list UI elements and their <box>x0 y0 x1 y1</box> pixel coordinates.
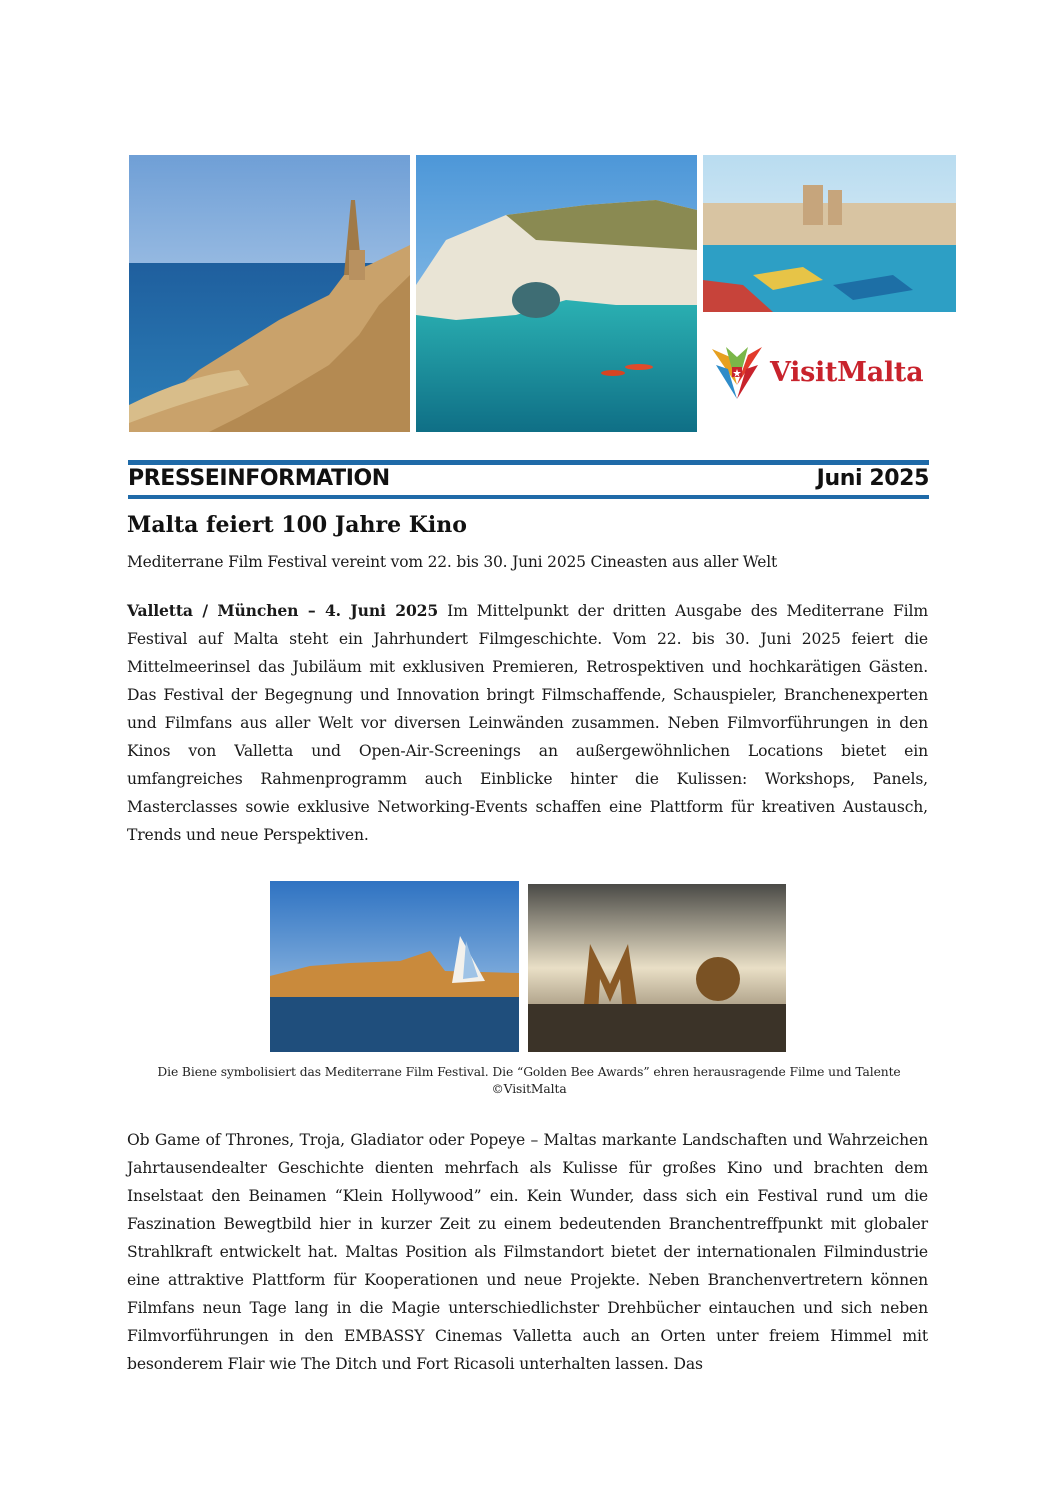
photo-valletta-coast <box>129 155 410 432</box>
article-paragraph-1 <box>127 597 928 849</box>
photo-credit: ©VisitMalta <box>491 1082 567 1096</box>
header-rule-top <box>128 460 929 465</box>
visitmalta-logo <box>708 343 933 407</box>
header-rule-bottom <box>128 495 929 499</box>
photo-caption <box>127 1064 931 1098</box>
photo-valletta-sailboat <box>270 881 519 1052</box>
article-subheadline: Mediterrane Film Festival vereint vom 22. bis 30. Juni 2025 Cineasten aus aller Welt <box>127 553 778 571</box>
photo-coastal-cave-kayaks <box>416 155 697 432</box>
article-headline: Malta feiert 100 Jahre Kino <box>127 512 467 538</box>
article-dateline: Valletta / München – 4. Juni 2025 <box>127 601 439 620</box>
photo-festival-letter-and-bee <box>528 884 786 1052</box>
visitmalta-logo-icon <box>708 343 766 403</box>
photo-caption-text: Die Biene symbolisiert das Mediterrane Film Festival. Die “Golden Bee Awards” ehren herausragende Filme und Talente <box>157 1065 901 1079</box>
article-paragraph-2: Ob Game of Thrones, Troja, Gladiator oder Popeye – Maltas markante Landschaften und Wahrzeichen Jahrtausendealter Geschichte dienten mehrfach als Kulisse für großes Kino und brachten dem Inselstaat den Beinamen “Klein Hollywood” ein. Kein Wunder, dass sich ein Festival rund um die Faszination Bewegtbild hier in kurzer Zeit zu einem bedeutenden Branchentreffpunkt mit globaler Strahlkraft entwickelt hat. Maltas Position als Filmstandort bietet der internationalen Filmindustrie eine attraktive Plattform für Kooperationen und neue Projekte. Neben Branchenvertretern können Filmfans neun Tage lang in die Magie unterschiedlichster Drehbücher eintauchen und sich neben Filmvorführungen in den EMBASSY Cinemas Valletta auch an Orten unter freiem Himmel mit besonderem Flair wie The Ditch und Fort Ricasoli unterhalten lassen. Das <box>127 1131 928 1373</box>
photo-harbour-boats <box>703 155 956 312</box>
logo-wordmark: VisitMalta <box>770 357 924 388</box>
press-date: Juni 2025 <box>816 466 929 491</box>
press-label: PRESSEINFORMATION <box>128 466 390 491</box>
article-paragraph-1-text: Im Mittelpunkt der dritten Ausgabe des Mediterrane Film Festival auf Malta steht ein Jahrhundert Filmgeschichte. Vom 22. bis 30. Juni 2025 feiert die Mittelmeerinsel das Jubiläum mit exklusiven Premieren, Retrospektiven und hochkarätigen Gästen. Das Festival der Begegnung und Innovation bringt Filmschaffende, Schauspieler, Branchenexperten und Filmfans aus aller Welt vor diversen Leinwänden zusammen. Neben Filmvorführungen in den Kinos von Valletta und Open-Air-Screenings an außergewöhnlichen Locations bietet ein umfangreiches Rahmenprogramm auch Einblicke hinter die Kulissen: Workshops, Panels, Masterclasses sowie exklusive Networking-Events schaffen eine Plattform für kreativen Austausch, Trends und neue Perspektiven. <box>127 602 928 844</box>
